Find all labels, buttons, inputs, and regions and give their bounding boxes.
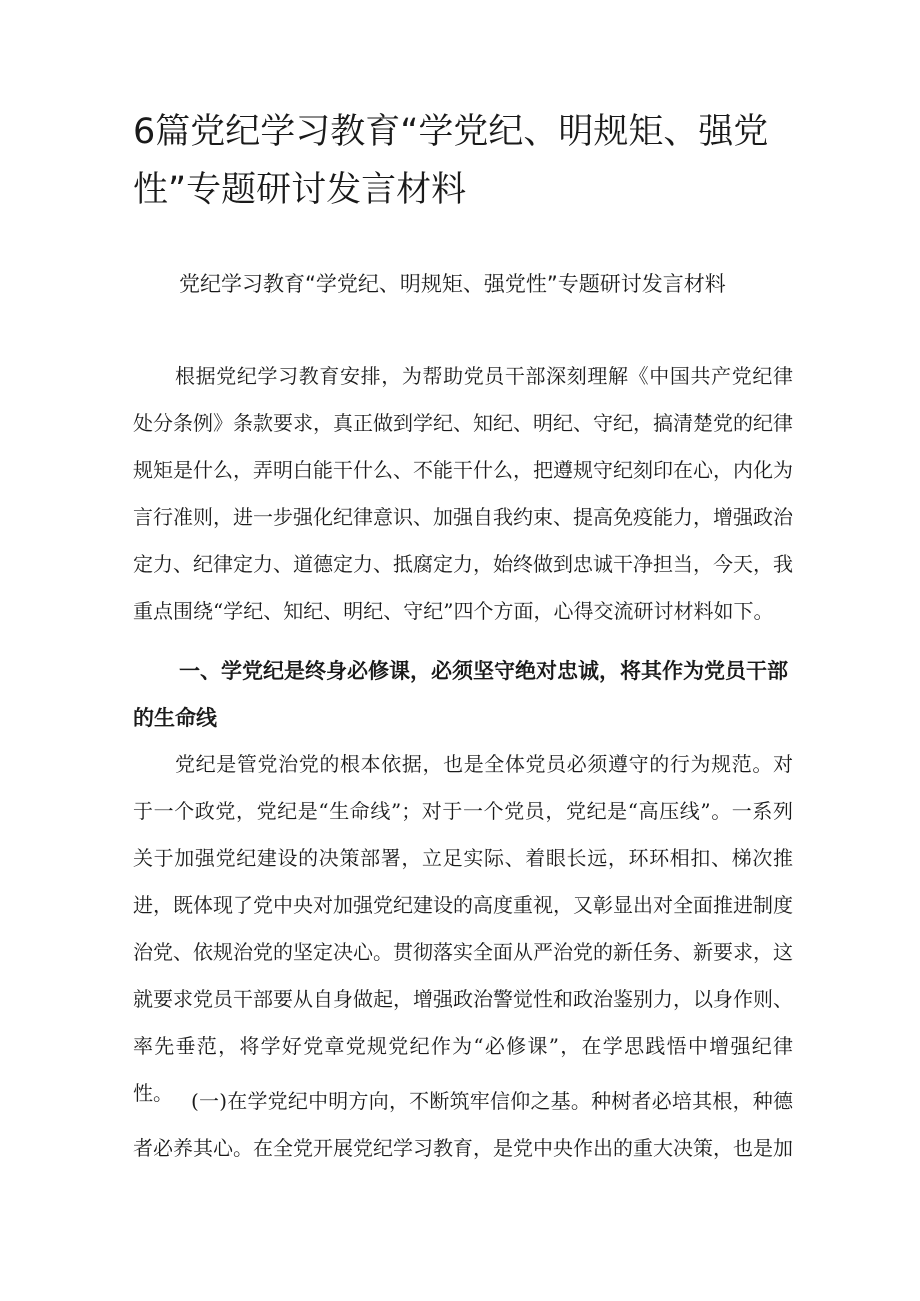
document-subtitle: 党纪学习教育“学党纪、明规矩、强党性”专题研讨发言材料: [179, 272, 726, 296]
subsection-1-paragraph: (一)在学党纪中明方向，不断筑牢信仰之基。种树者必培其根，种德者必养其心。在全党开展党纪学习教育，是党中央作出的重大决策，也是加: [133, 1089, 793, 1160]
document-title: 6篇党纪学习教育“学党纪、明规矩、强党性”专题研讨发言材料: [133, 112, 769, 210]
intro-paragraph: 根据党纪学习教育安排，为帮助党员干部深刻理解《中国共产党纪律处分条例》条款要求，真正做到学纪、知纪、明纪、守纪，搞清楚党的纪律规矩是什么，弄明白能干什么、不能干什么，把遵规守纪刻印在心，内化为言行准则，进一步强化纪律意识、加强自我约束、提高免疫能力，增强政治定力、纪律定力、道德定力、抵腐定力，始终做到忠诚干净担当，今天，我重点围绕“学纪、知纪、明纪、守纪”四个方面，心得交流研讨材料如下。: [133, 364, 793, 623]
section-heading-1: 一、学党纪是终身必修课，必须坚守绝对忠诚，将其作为党员干部的生命线: [133, 659, 788, 730]
section-1-paragraph: 党纪是管党治党的根本依据，也是全体党员必须遵守的行为规范。对于一个政党，党纪是“生命线”；对于一个党员，党纪是“高压线”。一系列关于加强党纪建设的决策部署，立足实际、着眼长远，环环相扣、梯次推进，既体现了党中央对加强党纪建设的高度重视，又彰显出对全面推进制度治党、依规治党的坚定决心。贯彻落实全面从严治党的新任务、新要求，这就要求党员干部要从自身做起，增强政治警觉性和政治鉴别力，以身作则、率先垂范，将学好党章党规党纪作为“必修课”，在学思践悟中增强纪律性。: [133, 752, 793, 1105]
